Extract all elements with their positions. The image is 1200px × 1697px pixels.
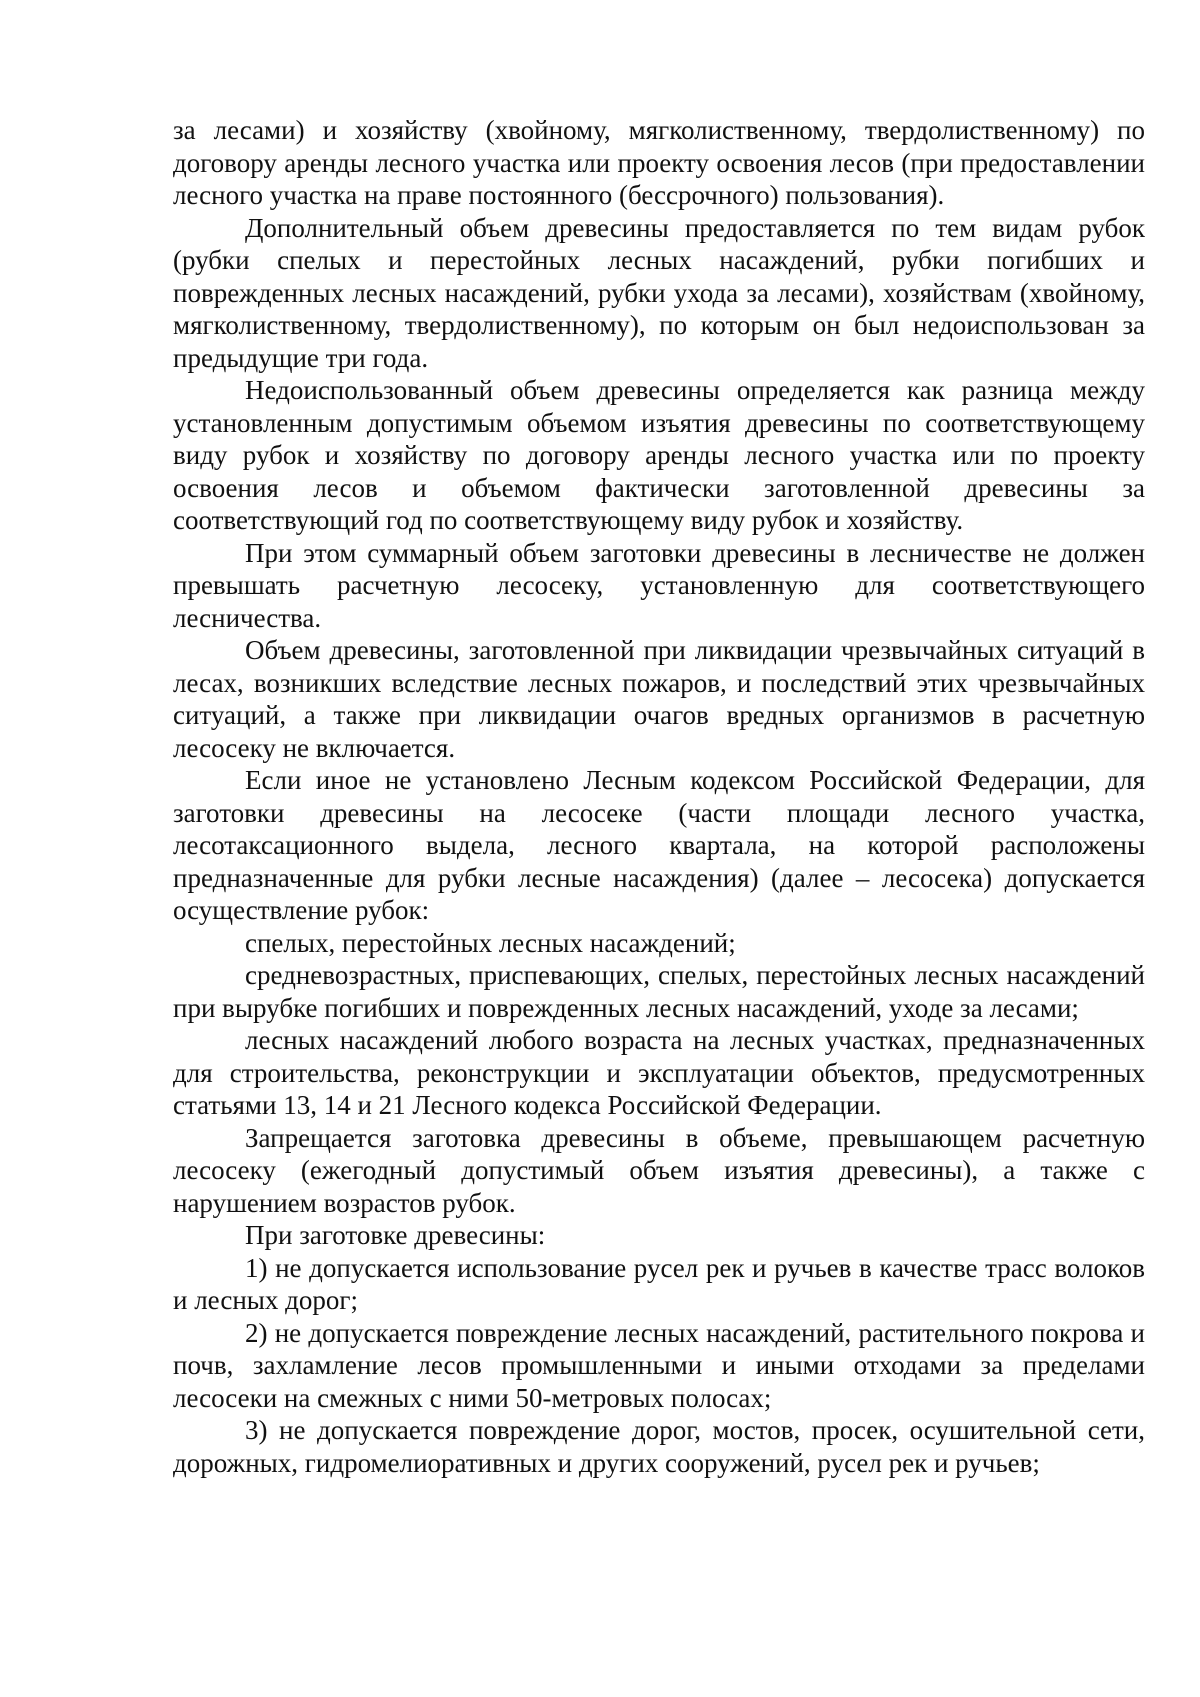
list-item-mature-stands: спелых, перестойных лесных насаждений; <box>245 927 736 958</box>
list-item-middle-aged-stands: средневозрастных, приспевающих, спелых, перестойных лесных насаждений при вырубке погибших и поврежденных лесных насаждений, уходе за лесами; <box>173 960 1145 1023</box>
paragraph-harvesting-rules-intro: При заготовке древесины: <box>245 1220 546 1250</box>
paragraph-emergency-volume: Объем древесины, заготовленной при ликвидации чрезвычайных ситуаций в лесах, возникших вследствие лесных пожаров, и последствий этих чрезвычайных ситуаций, а также при ликвидации очагов вредных организмов в расчетную лесосеку не включается. <box>173 635 1145 763</box>
paragraph-allowed-felling: Если иное не установлено Лесным кодексом Российской Федерации, для заготовки древесины на лесосеке (части площади лесного участка, лесотаксационного выдела, лесного квартала, на которой расположены предназначенные для рубки лесные насаждения) (далее – лесосека) допускается осуществление рубок: <box>173 765 1145 925</box>
list-item-rule-1: 1) не допускается использование русел рек и ручьев в качестве трасс волоков и лесных дорог; <box>173 1252 1145 1315</box>
paragraph-total-volume-limit: При этом суммарный объем заготовки древесины в лесничестве не должен превышать расчетную лесосеку, установленную для соответствующего лесничества. <box>173 537 1145 633</box>
paragraph-additional-volume: Дополнительный объем древесины предоставляется по тем видам рубок (рубки спелых и перестойных лесных насаждений, рубки погибших и поврежденных лесных насаждений, рубки ухода за лесами), хозяйствам (хвойному, мягколиственному, твердолиственному), по которым он был недоиспользован за предыдущие три года. <box>173 212 1145 373</box>
document-page <box>173 114 1145 1479</box>
list-item-rule-2: 2) не допускается повреждение лесных насаждений, растительного покрова и почв, захламление лесов промышленными и иными отходами за пределами лесосеки на смежных с ними 50-метровых полосах; <box>173 1317 1145 1413</box>
list-item-rule-3: 3) не допускается повреждение дорог, мостов, просек, осушительной сети, дорожных, гидромелиоративных и других сооружений, русел рек и ручьев; <box>173 1415 1145 1478</box>
paragraph-continuation: за лесами) и хозяйству (хвойному, мягколиственному, твердолиственному) по договору аренды лесного участка или проекту освоения лесов (при предоставлении лесного участка на праве постоянного (бессрочного) пользования). <box>173 115 1145 210</box>
paragraph-prohibition: Запрещается заготовка древесины в объеме, превышающем расчетную лесосеку (ежегодный допустимый объем изъятия древесины), а также с нарушением возрастов рубок. <box>173 1122 1145 1218</box>
paragraph-underused-volume: Недоиспользованный объем древесины определяется как разница между установленным допустимым объемом изъятия древесины по соответствующему виду рубок и хозяйству по договору аренды лесного участка или по проекту освоения лесов и объемом фактически заготовленной древесины за соответствующий год по соответствующему виду рубок и хозяйству. <box>173 375 1145 535</box>
list-item-any-age-stands: лесных насаждений любого возраста на лесных участках, предназначенных для строительства, реконструкции и эксплуатации объектов, предусмотренных статьями 13, 14 и 21 Лесного кодекса Российской Федерации. <box>173 1025 1145 1120</box>
